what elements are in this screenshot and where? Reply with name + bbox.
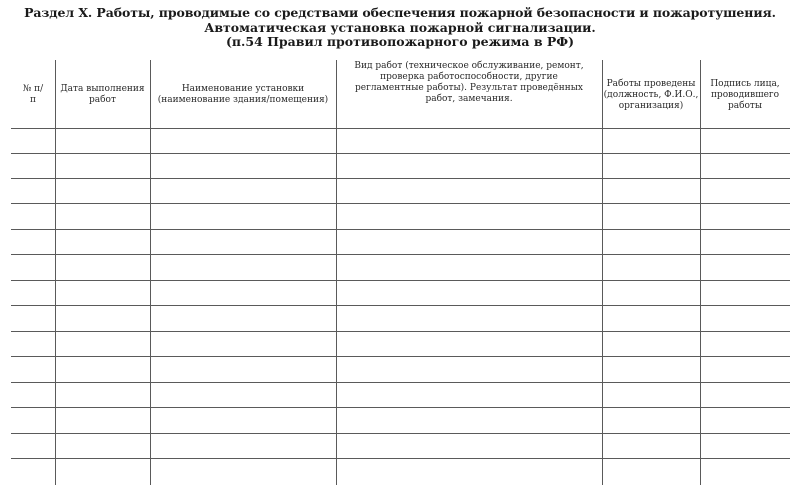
section-title-line-2: Автоматическая установка пожарной сигнализации. [204, 19, 596, 35]
header-signature-label: Подпись лица, проводившего работы [710, 78, 780, 111]
table-row[interactable] [11, 433, 790, 458]
table-row[interactable] [11, 153, 790, 178]
table-row[interactable] [11, 331, 790, 356]
header-performed-by [602, 63, 700, 127]
table-row[interactable] [11, 305, 790, 331]
header-number [11, 63, 55, 127]
table-row[interactable] [11, 178, 790, 203]
header-date [55, 63, 150, 127]
table-row[interactable] [11, 254, 790, 280]
section-title [0, 6, 800, 50]
table-row[interactable] [11, 229, 790, 254]
table-row[interactable] [11, 458, 790, 485]
header-work-type-label: Вид работ (техническое обслуживание, ремонт, проверка работоспособности, другие регламентные работы). Результат проведённых работ, замечания. [354, 61, 584, 104]
works-log-table [11, 60, 790, 485]
table-row[interactable] [11, 382, 790, 407]
section-title-line-3: (п.54 Правил противопожарного режима в РФ) [225, 34, 575, 49]
header-number-label: № п/п [22, 84, 44, 105]
section-title-line-1: Раздел X. Работы, проводимые со средствами обеспечения пожарной безопасности и пожаротушения. [24, 5, 776, 20]
table-row[interactable] [11, 203, 790, 229]
table-row[interactable] [11, 407, 790, 433]
header-date-label: Дата выполнения работ [60, 84, 145, 105]
header-work-type [336, 61, 602, 125]
table-row[interactable] [11, 280, 790, 305]
table-row[interactable] [11, 128, 790, 153]
header-installation [150, 63, 336, 127]
header-signature [700, 63, 790, 127]
header-installation-label: Наименование установки (наименование здания/помещения) [157, 84, 329, 105]
table-row[interactable] [11, 356, 790, 382]
header-performed-by-label: Работы проведены (должность, Ф.И.О., организация) [603, 78, 699, 111]
